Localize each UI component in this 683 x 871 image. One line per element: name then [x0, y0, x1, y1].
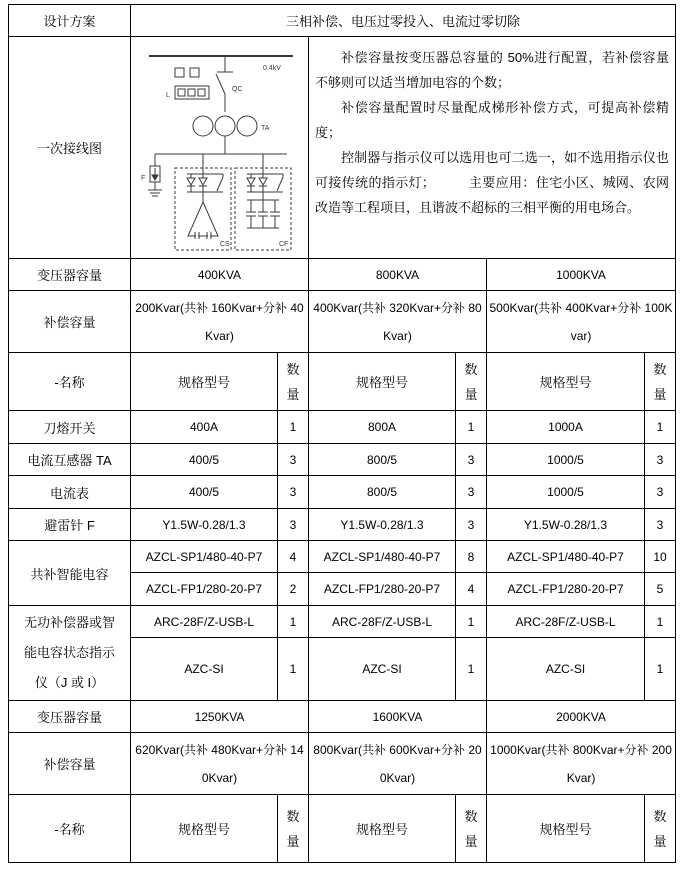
- spec-value: AZCL-FP1/280-20-P7: [131, 573, 278, 606]
- wiring-diagram-label: 一次接线图: [9, 37, 131, 259]
- qty-value: 1: [456, 638, 487, 701]
- table-row: [9, 37, 676, 259]
- spec-value: AZCL-SP1/480-40-P7: [487, 541, 645, 573]
- equipment-name: 电流互感器 TA: [9, 444, 131, 476]
- spec-value: AZC-SI: [131, 638, 278, 701]
- column-header-name: -名称: [9, 795, 131, 863]
- spec-value: AZCL-SP1/480-40-P7: [309, 541, 456, 573]
- column-header-qty: 数量: [456, 353, 487, 411]
- notes-cell: [309, 37, 676, 259]
- note-paragraph: 控制器与指示仪可以选用也可二选一，如不选用指示仪也可接传统的指示灯； 主要应用：住宅小区、城网、农网改造等工程项目，且谐波不超标的三相平衡的用电场合。: [315, 150, 670, 215]
- table-row: [9, 795, 676, 863]
- spec-value: 400/5: [131, 476, 278, 509]
- compensation-capacity-value: 400Kvar(共补 320Kvar+分补 80Kvar): [309, 291, 487, 353]
- compensation-capacity-value: 200Kvar(共补 160Kvar+分补 40Kvar): [131, 291, 309, 353]
- spec-value: AZCL-FP1/280-20-P7: [309, 573, 456, 606]
- qty-value: 1: [645, 606, 676, 638]
- column-header-spec: 规格型号: [309, 795, 456, 863]
- compensation-capacity-value: 620Kvar(共补 480Kvar+分补 140Kvar): [131, 733, 309, 795]
- table-row: [9, 291, 676, 353]
- spec-value: 800/5: [309, 444, 456, 476]
- qty-value: 4: [278, 541, 309, 573]
- spec-value: AZCL-SP1/480-40-P7: [131, 541, 278, 573]
- design-scheme-value: 三相补偿、电压过零投入、电流过零切除: [131, 5, 676, 37]
- equipment-name: 无功补偿器或智能电容状态指示仪（J 或 I）: [9, 606, 131, 701]
- transformer-capacity-value: 1600KVA: [309, 701, 487, 733]
- table-row: [9, 606, 676, 638]
- qty-value: 3: [456, 509, 487, 541]
- column-header-qty: 数量: [456, 795, 487, 863]
- transformer-capacity-value: 2000KVA: [487, 701, 676, 733]
- table-row: [9, 411, 676, 444]
- equipment-name: 电流表: [9, 476, 131, 509]
- spec-value: 1000A: [487, 411, 645, 444]
- table-row: [9, 5, 676, 37]
- qty-value: 1: [278, 411, 309, 444]
- transformer-capacity-label: 变压器容量: [9, 259, 131, 291]
- spec-value: Y1.5W-0.28/1.3: [309, 509, 456, 541]
- table-row: [9, 259, 676, 291]
- design-scheme-label: 设计方案: [9, 5, 131, 37]
- qty-value: 1: [456, 606, 487, 638]
- qty-value: 3: [645, 476, 676, 509]
- note-paragraph: 补偿容量按变压器总容量的 50%进行配置，若补偿容量不够则可以适当增加电容的个数；: [315, 50, 670, 90]
- qty-value: 3: [278, 444, 309, 476]
- table-row: [9, 353, 676, 411]
- spec-value: AZC-SI: [309, 638, 456, 701]
- spec-value: Y1.5W-0.28/1.3: [487, 509, 645, 541]
- qty-value: 2: [278, 573, 309, 606]
- table-row: [9, 733, 676, 795]
- compensation-capacity-value: 800Kvar(共补 600Kvar+分补 200Kvar): [309, 733, 487, 795]
- diagram-cs-label: CS: [219, 240, 230, 248]
- transformer-capacity-label: 变压器容量: [9, 701, 131, 733]
- qty-value: 1: [278, 638, 309, 701]
- diagram-qc-label: QC: [231, 85, 242, 93]
- table-row: [9, 509, 676, 541]
- table-row: [9, 541, 676, 573]
- diagram-cf-label: CF: [278, 240, 288, 248]
- spec-value: AZCL-FP1/280-20-P7: [487, 573, 645, 606]
- compensation-capacity-value: 500Kvar(共补 400Kvar+分补 100Kvar): [487, 291, 676, 353]
- qty-value: 3: [456, 444, 487, 476]
- spec-value: 1000/5: [487, 444, 645, 476]
- qty-value: 1: [278, 606, 309, 638]
- diagram-ta-label: TA: [260, 124, 269, 132]
- spec-value: 800/5: [309, 476, 456, 509]
- transformer-capacity-value: 800KVA: [309, 259, 487, 291]
- equipment-name: 共补智能电容: [9, 541, 131, 606]
- transformer-capacity-value: 1250KVA: [131, 701, 309, 733]
- column-header-qty: 数量: [645, 353, 676, 411]
- qty-value: 1: [456, 411, 487, 444]
- compensation-capacity-value: 1000Kvar(共补 800Kvar+分补 200Kvar): [487, 733, 676, 795]
- note-paragraph: 补偿容量配置时尽量配成梯形补偿方式，可提高补偿精度；: [315, 100, 670, 140]
- qty-value: 1: [645, 411, 676, 444]
- spec-value: ARC-28F/Z-USB-L: [487, 606, 645, 638]
- column-header-spec: 规格型号: [131, 795, 278, 863]
- column-header-spec: 规格型号: [487, 353, 645, 411]
- transformer-capacity-value: 400KVA: [131, 259, 309, 291]
- qty-value: 3: [278, 476, 309, 509]
- spec-value: ARC-28F/Z-USB-L: [309, 606, 456, 638]
- diagram-voltage-label: 0.4kV: [262, 64, 281, 72]
- qty-value: 8: [456, 541, 487, 573]
- qty-value: 5: [645, 573, 676, 606]
- wiring-diagram: [135, 42, 305, 256]
- table-row: [9, 701, 676, 733]
- spec-value: 800A: [309, 411, 456, 444]
- wiring-diagram-cell: [131, 37, 309, 259]
- table-row: [9, 476, 676, 509]
- column-header-spec: 规格型号: [309, 353, 456, 411]
- qty-value: 10: [645, 541, 676, 573]
- column-header-name: -名称: [9, 353, 131, 411]
- column-header-qty: 数量: [278, 353, 309, 411]
- equipment-name: 避雷针 F: [9, 509, 131, 541]
- diagram-f-label: F: [140, 174, 145, 182]
- qty-value: 3: [645, 509, 676, 541]
- qty-value: 3: [278, 509, 309, 541]
- column-header-spec: 规格型号: [487, 795, 645, 863]
- transformer-capacity-value: 1000KVA: [487, 259, 676, 291]
- spec-value: 400A: [131, 411, 278, 444]
- compensation-capacity-label: 补偿容量: [9, 291, 131, 353]
- table-row: [9, 444, 676, 476]
- qty-value: 3: [645, 444, 676, 476]
- column-header-spec: 规格型号: [131, 353, 278, 411]
- compensation-capacity-label: 补偿容量: [9, 733, 131, 795]
- diagram-l-label: L: [165, 91, 170, 99]
- qty-value: 4: [456, 573, 487, 606]
- spec-table: [8, 4, 676, 863]
- column-header-qty: 数量: [278, 795, 309, 863]
- spec-value: 400/5: [131, 444, 278, 476]
- spec-value: AZC-SI: [487, 638, 645, 701]
- spec-value: Y1.5W-0.28/1.3: [131, 509, 278, 541]
- qty-value: 1: [645, 638, 676, 701]
- spec-value: 1000/5: [487, 476, 645, 509]
- spec-value: ARC-28F/Z-USB-L: [131, 606, 278, 638]
- qty-value: 3: [456, 476, 487, 509]
- column-header-qty: 数量: [645, 795, 676, 863]
- equipment-name: 刀熔开关: [9, 411, 131, 444]
